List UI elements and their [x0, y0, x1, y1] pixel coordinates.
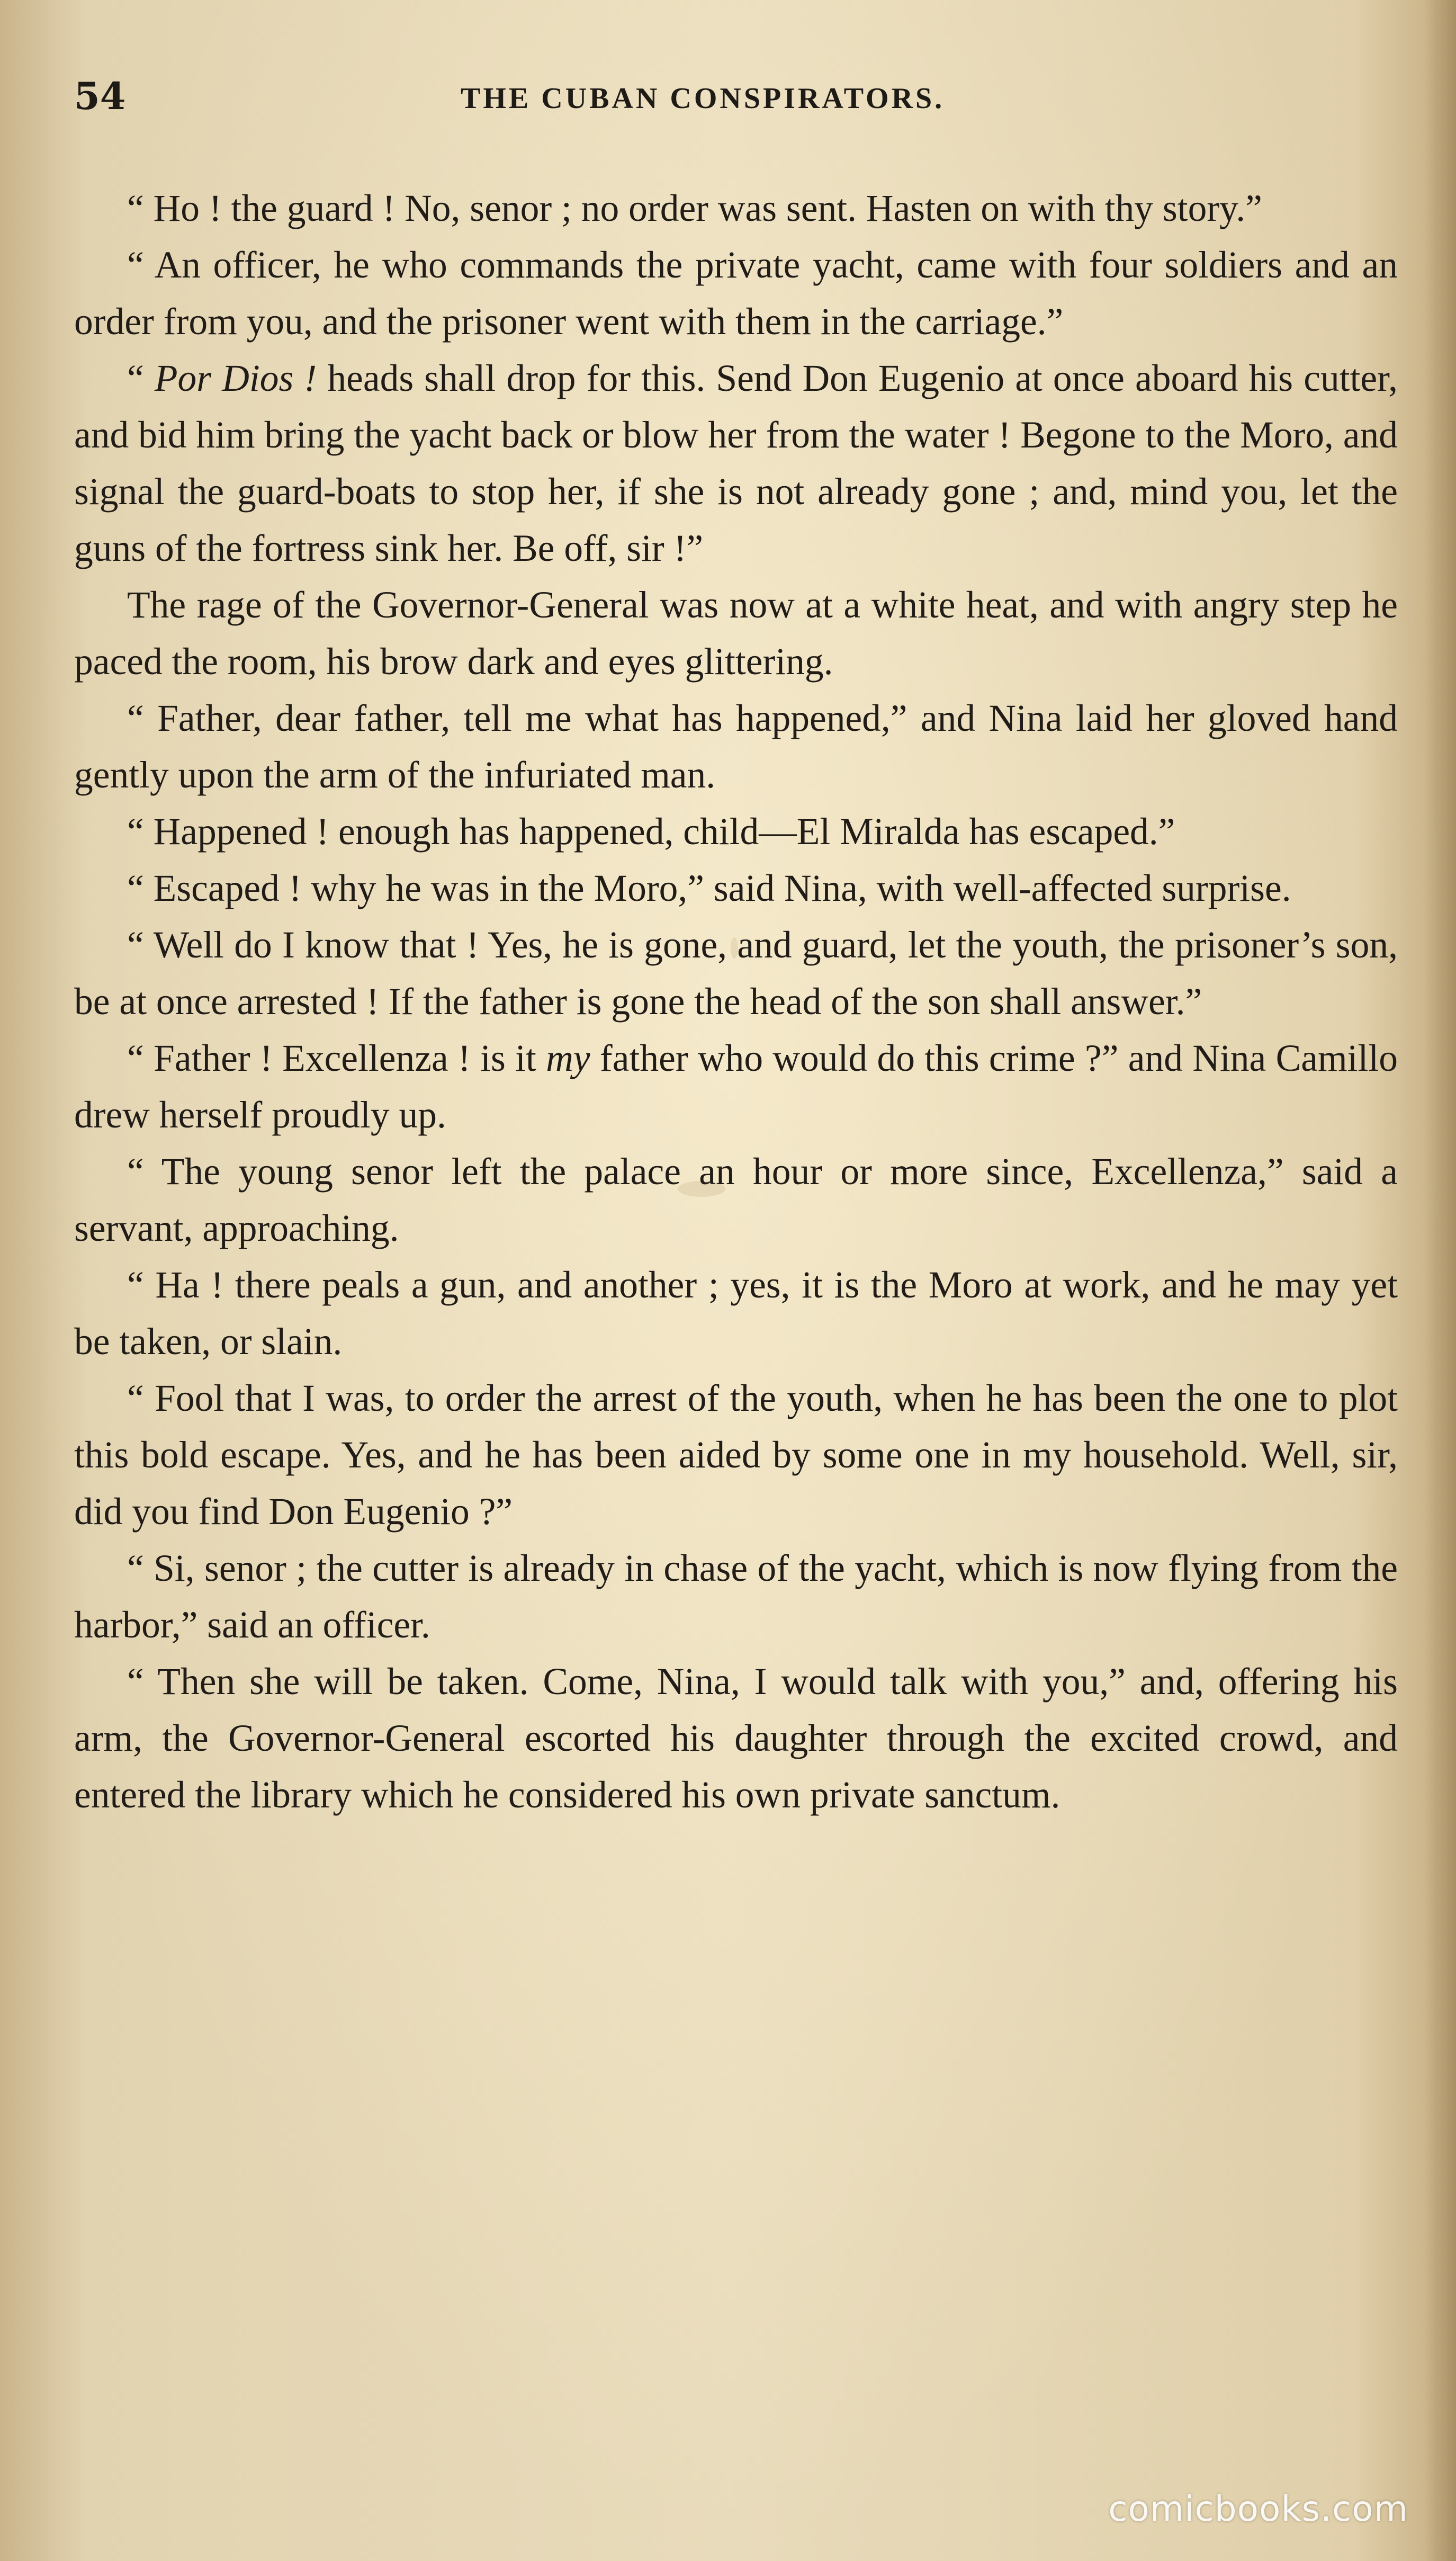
paragraph-text: “ Fool that I was, to order the arrest of the youth, when he has been the one to plot this bold escape. Yes, and he has been aided by some one in my household. Well, sir, did you find Don Eugenio ?” — [74, 1377, 1398, 1533]
paragraph-text: “ Escaped ! why he was in the Moro,” said Nina, with well-affected surprise. — [127, 867, 1291, 909]
running-head: THE CUBAN CONSPIRATORS. — [461, 82, 945, 115]
paragraph-text: “ Father, dear father, tell me what has happened,” and Nina laid her gloved hand gently upon the arm of the infuriated man. — [74, 697, 1398, 796]
paragraph — [74, 577, 1398, 690]
paragraph — [74, 1653, 1398, 1823]
page-header — [74, 74, 1398, 122]
paragraph — [74, 917, 1398, 1030]
paragraph — [74, 180, 1398, 237]
paragraph-text: father who would do this crime ?” and Nina Camillo drew herself proudly up. — [74, 1037, 1398, 1136]
paragraph — [74, 1030, 1398, 1143]
paragraph-text: The rage of the Governor-General was now at a white heat, and with angry step he paced the room, his brow dark and eyes glittering. — [74, 584, 1398, 683]
paragraph — [74, 1540, 1398, 1653]
paragraph — [74, 1257, 1398, 1370]
paragraph-text: “ — [127, 357, 155, 399]
paragraph — [74, 860, 1398, 917]
paragraph-text: “ Happened ! enough has happened, child—El Miralda has escaped.” — [127, 811, 1175, 853]
italic-text: Por Dios ! — [154, 357, 317, 399]
paragraph — [74, 690, 1398, 803]
paragraph-text: “ Father ! Excellenza ! is it — [127, 1037, 546, 1079]
paragraph-text: “ Ho ! the guard ! No, senor ; no order was sent. Hasten on with thy story.” — [127, 187, 1262, 229]
paragraph — [74, 803, 1398, 860]
paragraph — [74, 237, 1398, 350]
paragraph-text: heads shall drop for this. Send Don Eugenio at once aboard his cutter, and bid him bring the yacht back or blow her from the water ! Begone to the Moro, and signal the guard-boats to stop her, if she is not already gone ; and, mind you, let the guns of the fortress sink her. Be off, sir !” — [74, 357, 1398, 569]
page-number: 54 — [74, 74, 126, 118]
paragraph — [74, 1143, 1398, 1257]
italic-text: my — [546, 1037, 590, 1079]
paragraph-text: “ Si, senor ; the cutter is already in chase of the yacht, which is now flying from the harbor,” said an officer. — [74, 1547, 1398, 1646]
page-edge-shadow — [1424, 0, 1456, 2561]
paragraph-text: “ An officer, he who commands the private yacht, came with four soldiers and an order from you, and the prisoner went with them in the carriage.” — [74, 244, 1398, 343]
paragraph — [74, 350, 1398, 577]
body-text — [74, 180, 1398, 1823]
paragraph-text: “ The young senor left the palace an hour or more since, Excellenza,” said a servant, approaching. — [74, 1151, 1398, 1249]
paragraph — [74, 1370, 1398, 1540]
paragraph-text: “ Ha ! there peals a gun, and another ; yes, it is the Moro at work, and he may yet be taken, or slain. — [74, 1264, 1398, 1363]
paragraph-text: “ Then she will be taken. Come, Nina, I would talk with you,” and, offering his arm, the Governor-General escorted his daughter through the excited crowd, and entered the library which he considered his own private sanctum. — [74, 1661, 1398, 1816]
paragraph-text: “ Well do I know that ! Yes, he is gone, and guard, let the youth, the prisoner’s son, be at once arrested ! If the father is gone the head of the son shall answer.” — [74, 924, 1398, 1023]
watermark: comicbooks.com — [1108, 2488, 1408, 2529]
